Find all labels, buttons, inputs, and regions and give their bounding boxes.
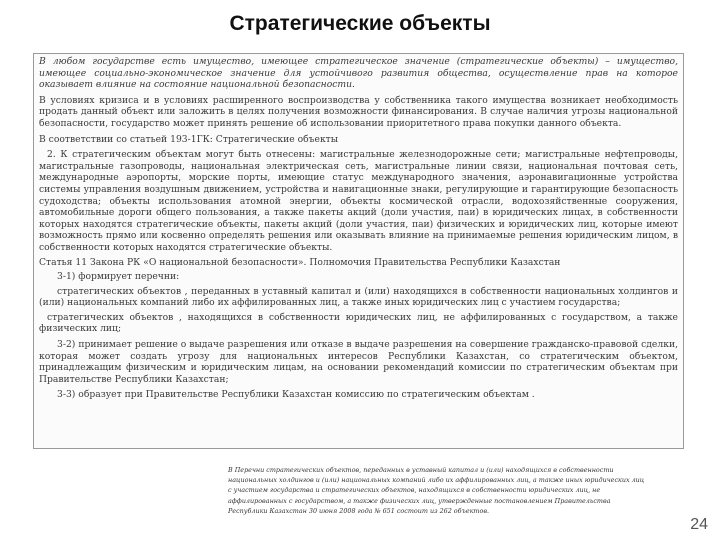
page-number: 24 — [690, 516, 708, 533]
footnote-line: Республики Казахстан 30 июня 2008 года № 651 состоит из 262 объектов. — [228, 506, 490, 515]
definition-paragraph: В любом государстве есть имущество, имеющее стратегическое значение (стратегические объекты) – имущество, имеющее социально-экономическое значение для устойчивого развития общества, осуществление прав на которое оказывает влияние на состояние национальной безопасности. — [39, 56, 678, 91]
article-11-heading: Статья 11 Закона РК «О национальной безопасности». Полномочия Правительства Республики Казахстан — [39, 256, 561, 268]
footnote-line: аффилированных с государством, а также физических лиц, утвержденные постановлением Правительства — [228, 496, 611, 505]
crisis-paragraph: В условиях кризиса и в условиях расширенного воспроизводства у собственника такого имущества возникает необходимость продать данный объект или заложить в целях получения возможности финансирования. В случае наличия угрозы национальной безопасности, государство может принять решение об использовании приоритетного права покупки данного объекта. — [39, 94, 678, 129]
footnote-line: с участием государства и стратегических объектов, находящихся в собственности юридических лиц, не — [228, 486, 601, 495]
footnote — [228, 465, 668, 516]
article-193-heading: В соответствии со статьей 193-1ГК: Стратегические объекты — [39, 133, 339, 145]
list-1-paragraph: стратегических объектов , переданных в уставный капитал и (или) находящихся в собственности национальных холдингов и (или) национальных компаний либо их аффилированных лиц, а также иных юридических лиц с участием государства; — [39, 285, 678, 309]
item-3-3: 3-3) образует при Правительстве Республики Казахстан комиссию по стратегическим объектам . — [57, 389, 535, 401]
list-2-paragraph: стратегических объектов , находящихся в собственности юридических лиц, не аффилированных с государством, а также физических лиц; — [39, 311, 678, 335]
slide-title: Стратегические объекты — [229, 12, 491, 35]
item-3-1: 3-1) формирует перечни: — [57, 271, 180, 283]
content-box — [33, 53, 684, 449]
strategic-objects-list: 2. К стратегическим объектам могут быть отнесены: магистральные железнодорожные сети; магистральные нефтепроводы, магистральные газопроводы, национальная электрическая сеть, магистральные линии связи, национальная почтовая сеть, международные аэропорты, морские порты, имеющие статус международного значения, аэронавигационные устройства системы управления воздушным движением, устройства и навигационные знаки, регулирующие и гарантирующие безопасность судоходства; объекты использования атомной энергии, объекты космической отрасли, водохозяйственные сооружения, автомобильные дороги общего пользования, а также пакеты акций (доли участия, паи) в юридических лицах, в собственности которых находятся стратегические объекты, пакеты акций (доли участия, паи) физических и юридических лиц, которые имеют возможность прямо или косвенно определять решения или оказывать влияние на принимаемые решения юридическим лицом, в собственности которых находятся стратегические объекты. — [39, 149, 678, 253]
footnote-line: В Перечни стратегических объектов, переданных в уставный капитал и (или) находящихся в собственности — [228, 466, 614, 474]
footnote-line: национальных холдингов и (или) национальных компаний либо их аффилированных лиц, а также иных юридических лиц — [228, 476, 645, 485]
item-3-2: 3-2) принимает решение о выдаче разрешения или отказе в выдаче разрешения на совершение гражданско-правовой сделки, которая может создать угрозу для национальных интересов Республики Казахстан, со стратегическим объектом, принадлежащим физическим и юридическим лицам, на основании рекомендаций комиссии по стратегическим объектам при Правительстве Республики Казахстан; — [39, 339, 678, 385]
